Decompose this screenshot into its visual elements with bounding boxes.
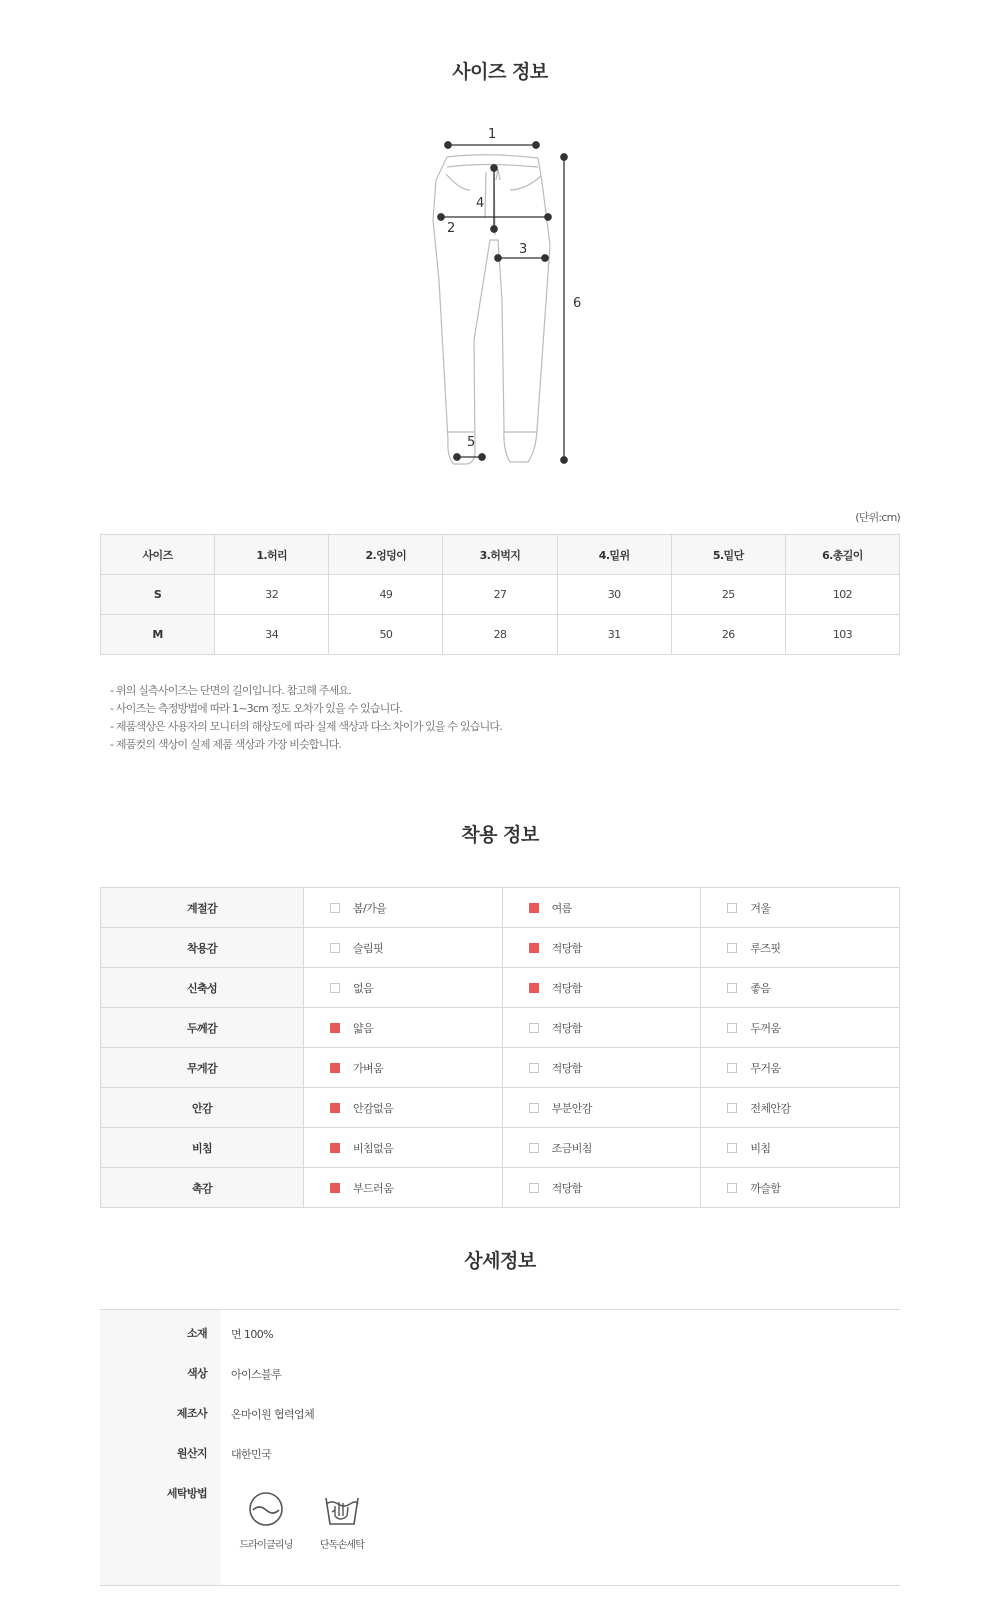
wash-method-item bbox=[302, 1490, 382, 1551]
checked-checkbox-icon bbox=[330, 1063, 340, 1073]
fit-option-label: 겨울 bbox=[750, 901, 771, 915]
fit-row bbox=[101, 968, 900, 1008]
size-table-header: 사이즈 bbox=[101, 535, 215, 575]
fit-option-label: 적당함 bbox=[551, 981, 582, 995]
fit-option-label: 좋음 bbox=[750, 981, 771, 995]
fit-row bbox=[101, 1008, 900, 1048]
fit-row-label: 무게감 bbox=[101, 1048, 304, 1088]
label-4: 4 bbox=[476, 196, 485, 211]
unchecked-checkbox-icon bbox=[727, 1183, 737, 1193]
fit-option-label: 안감없음 bbox=[353, 1101, 394, 1115]
fit-row-label: 두께감 bbox=[101, 1008, 304, 1048]
unchecked-checkbox-icon bbox=[529, 1063, 539, 1073]
checked-checkbox-icon bbox=[330, 1023, 340, 1033]
unchecked-checkbox-icon bbox=[529, 1103, 539, 1113]
unchecked-checkbox-icon bbox=[330, 903, 340, 913]
fit-option bbox=[502, 1128, 701, 1168]
fit-option bbox=[701, 1048, 900, 1088]
unchecked-checkbox-icon bbox=[727, 1143, 737, 1153]
checked-checkbox-icon bbox=[330, 1103, 340, 1113]
unchecked-checkbox-icon bbox=[727, 1023, 737, 1033]
dry-clean-icon bbox=[247, 1490, 285, 1528]
size-table-header: 6.총길이 bbox=[785, 535, 899, 575]
wash-method-item bbox=[226, 1490, 306, 1551]
fit-option bbox=[502, 968, 701, 1008]
divider bbox=[100, 1585, 900, 1586]
fit-option bbox=[304, 1048, 503, 1088]
fit-option-label: 여름 bbox=[551, 901, 572, 915]
material-label: 소재 bbox=[186, 1327, 207, 1340]
fit-option bbox=[502, 1048, 701, 1088]
fit-row bbox=[101, 1088, 900, 1128]
fit-option-label: 적당함 bbox=[551, 1021, 582, 1035]
unchecked-checkbox-icon bbox=[330, 943, 340, 953]
size-cell: S bbox=[101, 575, 215, 615]
fit-row-label: 비침 bbox=[101, 1128, 304, 1168]
fit-option-label: 전체안감 bbox=[750, 1101, 791, 1115]
label-2: 2 bbox=[447, 221, 456, 236]
fit-row-label: 신축성 bbox=[101, 968, 304, 1008]
measure-cell: 32 bbox=[215, 575, 329, 615]
fit-option-label: 적당함 bbox=[551, 1061, 582, 1075]
fit-option-label: 부드러움 bbox=[353, 1181, 394, 1195]
material-value: 면 100% bbox=[231, 1328, 273, 1341]
hand-wash-icon bbox=[322, 1490, 362, 1528]
measure-cell: 31 bbox=[557, 615, 671, 655]
fit-option bbox=[304, 1008, 503, 1048]
label-5: 5 bbox=[467, 435, 476, 450]
label-3: 3 bbox=[519, 242, 528, 257]
fit-option bbox=[701, 968, 900, 1008]
table-row bbox=[101, 575, 900, 615]
color-value: 아이스블루 bbox=[231, 1368, 282, 1381]
size-table-header: 3.허벅지 bbox=[443, 535, 557, 575]
fit-option bbox=[304, 1088, 503, 1128]
fit-row-label: 계절감 bbox=[101, 888, 304, 928]
fit-option-label: 무거움 bbox=[750, 1061, 781, 1075]
fit-option bbox=[502, 928, 701, 968]
fit-option-label: 조금비침 bbox=[551, 1141, 592, 1155]
note-line: - 제품색상은 사용자의 모니터의 해상도에 따라 실제 색상과 다소 차이가 있을 수 있습니다. bbox=[110, 720, 502, 733]
detail-info-title: 상세정보 bbox=[464, 1250, 536, 1272]
checked-checkbox-icon bbox=[529, 903, 539, 913]
label-6: 6 bbox=[573, 296, 582, 311]
unchecked-checkbox-icon bbox=[529, 1183, 539, 1193]
fit-row bbox=[101, 888, 900, 928]
measure-cell: 25 bbox=[671, 575, 785, 615]
fit-row-label: 착용감 bbox=[101, 928, 304, 968]
unchecked-checkbox-icon bbox=[529, 1143, 539, 1153]
measure-cell: 26 bbox=[671, 615, 785, 655]
color-label: 색상 bbox=[186, 1367, 207, 1380]
fit-option bbox=[701, 1128, 900, 1168]
fit-option bbox=[701, 928, 900, 968]
unchecked-checkbox-icon bbox=[727, 903, 737, 913]
measure-cell: 102 bbox=[785, 575, 899, 615]
fit-option-label: 부분안감 bbox=[551, 1101, 592, 1115]
fit-row-label: 촉감 bbox=[101, 1168, 304, 1208]
fit-option-label: 슬림핏 bbox=[353, 941, 384, 955]
size-notes bbox=[110, 682, 502, 754]
fit-row-label: 안감 bbox=[101, 1088, 304, 1128]
fit-row bbox=[101, 1048, 900, 1088]
manufacturer-value: 온마이원 협력업체 bbox=[231, 1408, 315, 1421]
fit-info-title: 착용 정보 bbox=[461, 824, 539, 846]
fit-option-label: 적당함 bbox=[551, 941, 582, 955]
fit-option-label: 봄/가을 bbox=[353, 901, 387, 915]
measure-cell: 103 bbox=[785, 615, 899, 655]
fit-option bbox=[701, 888, 900, 928]
size-table-header-row bbox=[101, 535, 900, 575]
label-1: 1 bbox=[488, 127, 497, 142]
fit-table bbox=[100, 887, 900, 1208]
fit-row bbox=[101, 928, 900, 968]
fit-option bbox=[701, 1088, 900, 1128]
measure-cell: 50 bbox=[329, 615, 443, 655]
fit-option bbox=[701, 1168, 900, 1208]
wash-method-label-text: 단독손세탁 bbox=[319, 1540, 365, 1551]
size-table-header: 5.밑단 bbox=[671, 535, 785, 575]
fit-option bbox=[304, 888, 503, 928]
fit-option-label: 적당함 bbox=[551, 1181, 582, 1195]
measure-cell: 49 bbox=[329, 575, 443, 615]
fit-row bbox=[101, 1128, 900, 1168]
fit-option bbox=[502, 888, 701, 928]
manufacturer-label: 제조사 bbox=[176, 1407, 207, 1420]
fit-option bbox=[502, 1008, 701, 1048]
unit-note: (단위:cm) bbox=[855, 511, 900, 524]
fit-option bbox=[502, 1088, 701, 1128]
fit-row bbox=[101, 1168, 900, 1208]
fit-option bbox=[502, 1168, 701, 1208]
unchecked-checkbox-icon bbox=[330, 983, 340, 993]
fit-option-label: 두꺼움 bbox=[750, 1021, 781, 1035]
wash-method-label-text: 드라이클리닝 bbox=[239, 1540, 293, 1551]
size-table-header: 4.밑위 bbox=[557, 535, 671, 575]
unchecked-checkbox-icon bbox=[727, 1103, 737, 1113]
size-info-title: 사이즈 정보 bbox=[452, 61, 548, 83]
measure-cell: 28 bbox=[443, 615, 557, 655]
unchecked-checkbox-icon bbox=[727, 1063, 737, 1073]
note-line: - 제품컷의 색상이 실제 제품 색상과 가장 비슷합니다. bbox=[110, 738, 342, 751]
fit-option-label: 루즈핏 bbox=[750, 941, 781, 955]
fit-option bbox=[304, 928, 503, 968]
note-line: - 위의 실측사이즈는 단면의 길이입니다. 참고해 주세요. bbox=[110, 684, 351, 697]
unchecked-checkbox-icon bbox=[727, 943, 737, 953]
size-table-header: 1.허리 bbox=[215, 535, 329, 575]
origin-label: 원산지 bbox=[176, 1447, 207, 1460]
origin-value: 대한민국 bbox=[231, 1448, 272, 1461]
checked-checkbox-icon bbox=[330, 1183, 340, 1193]
measure-cell: 27 bbox=[443, 575, 557, 615]
unchecked-checkbox-icon bbox=[727, 983, 737, 993]
checked-checkbox-icon bbox=[529, 943, 539, 953]
checked-checkbox-icon bbox=[330, 1143, 340, 1153]
fit-option-label: 비침없음 bbox=[353, 1141, 394, 1155]
unchecked-checkbox-icon bbox=[529, 1023, 539, 1033]
fit-option bbox=[701, 1008, 900, 1048]
fit-option-label: 얇음 bbox=[353, 1021, 374, 1035]
fit-option-label: 까슬함 bbox=[750, 1181, 781, 1195]
measure-cell: 30 bbox=[557, 575, 671, 615]
fit-option bbox=[304, 968, 503, 1008]
fit-option bbox=[304, 1128, 503, 1168]
size-table bbox=[100, 534, 900, 655]
fit-option bbox=[304, 1168, 503, 1208]
wash-method-label: 세탁방법 bbox=[166, 1487, 207, 1500]
checked-checkbox-icon bbox=[529, 983, 539, 993]
table-row bbox=[101, 615, 900, 655]
size-table-header: 2.엉덩이 bbox=[329, 535, 443, 575]
fit-option-label: 없음 bbox=[353, 981, 374, 995]
size-cell: M bbox=[101, 615, 215, 655]
fit-option-label: 비침 bbox=[750, 1141, 771, 1155]
fit-option-label: 가벼움 bbox=[353, 1061, 384, 1075]
measure-cell: 34 bbox=[215, 615, 329, 655]
note-line: - 사이즈는 측정방법에 따라 1~3cm 정도 오차가 있을 수 있습니다. bbox=[110, 702, 403, 715]
pants-measurement-diagram bbox=[420, 120, 600, 470]
